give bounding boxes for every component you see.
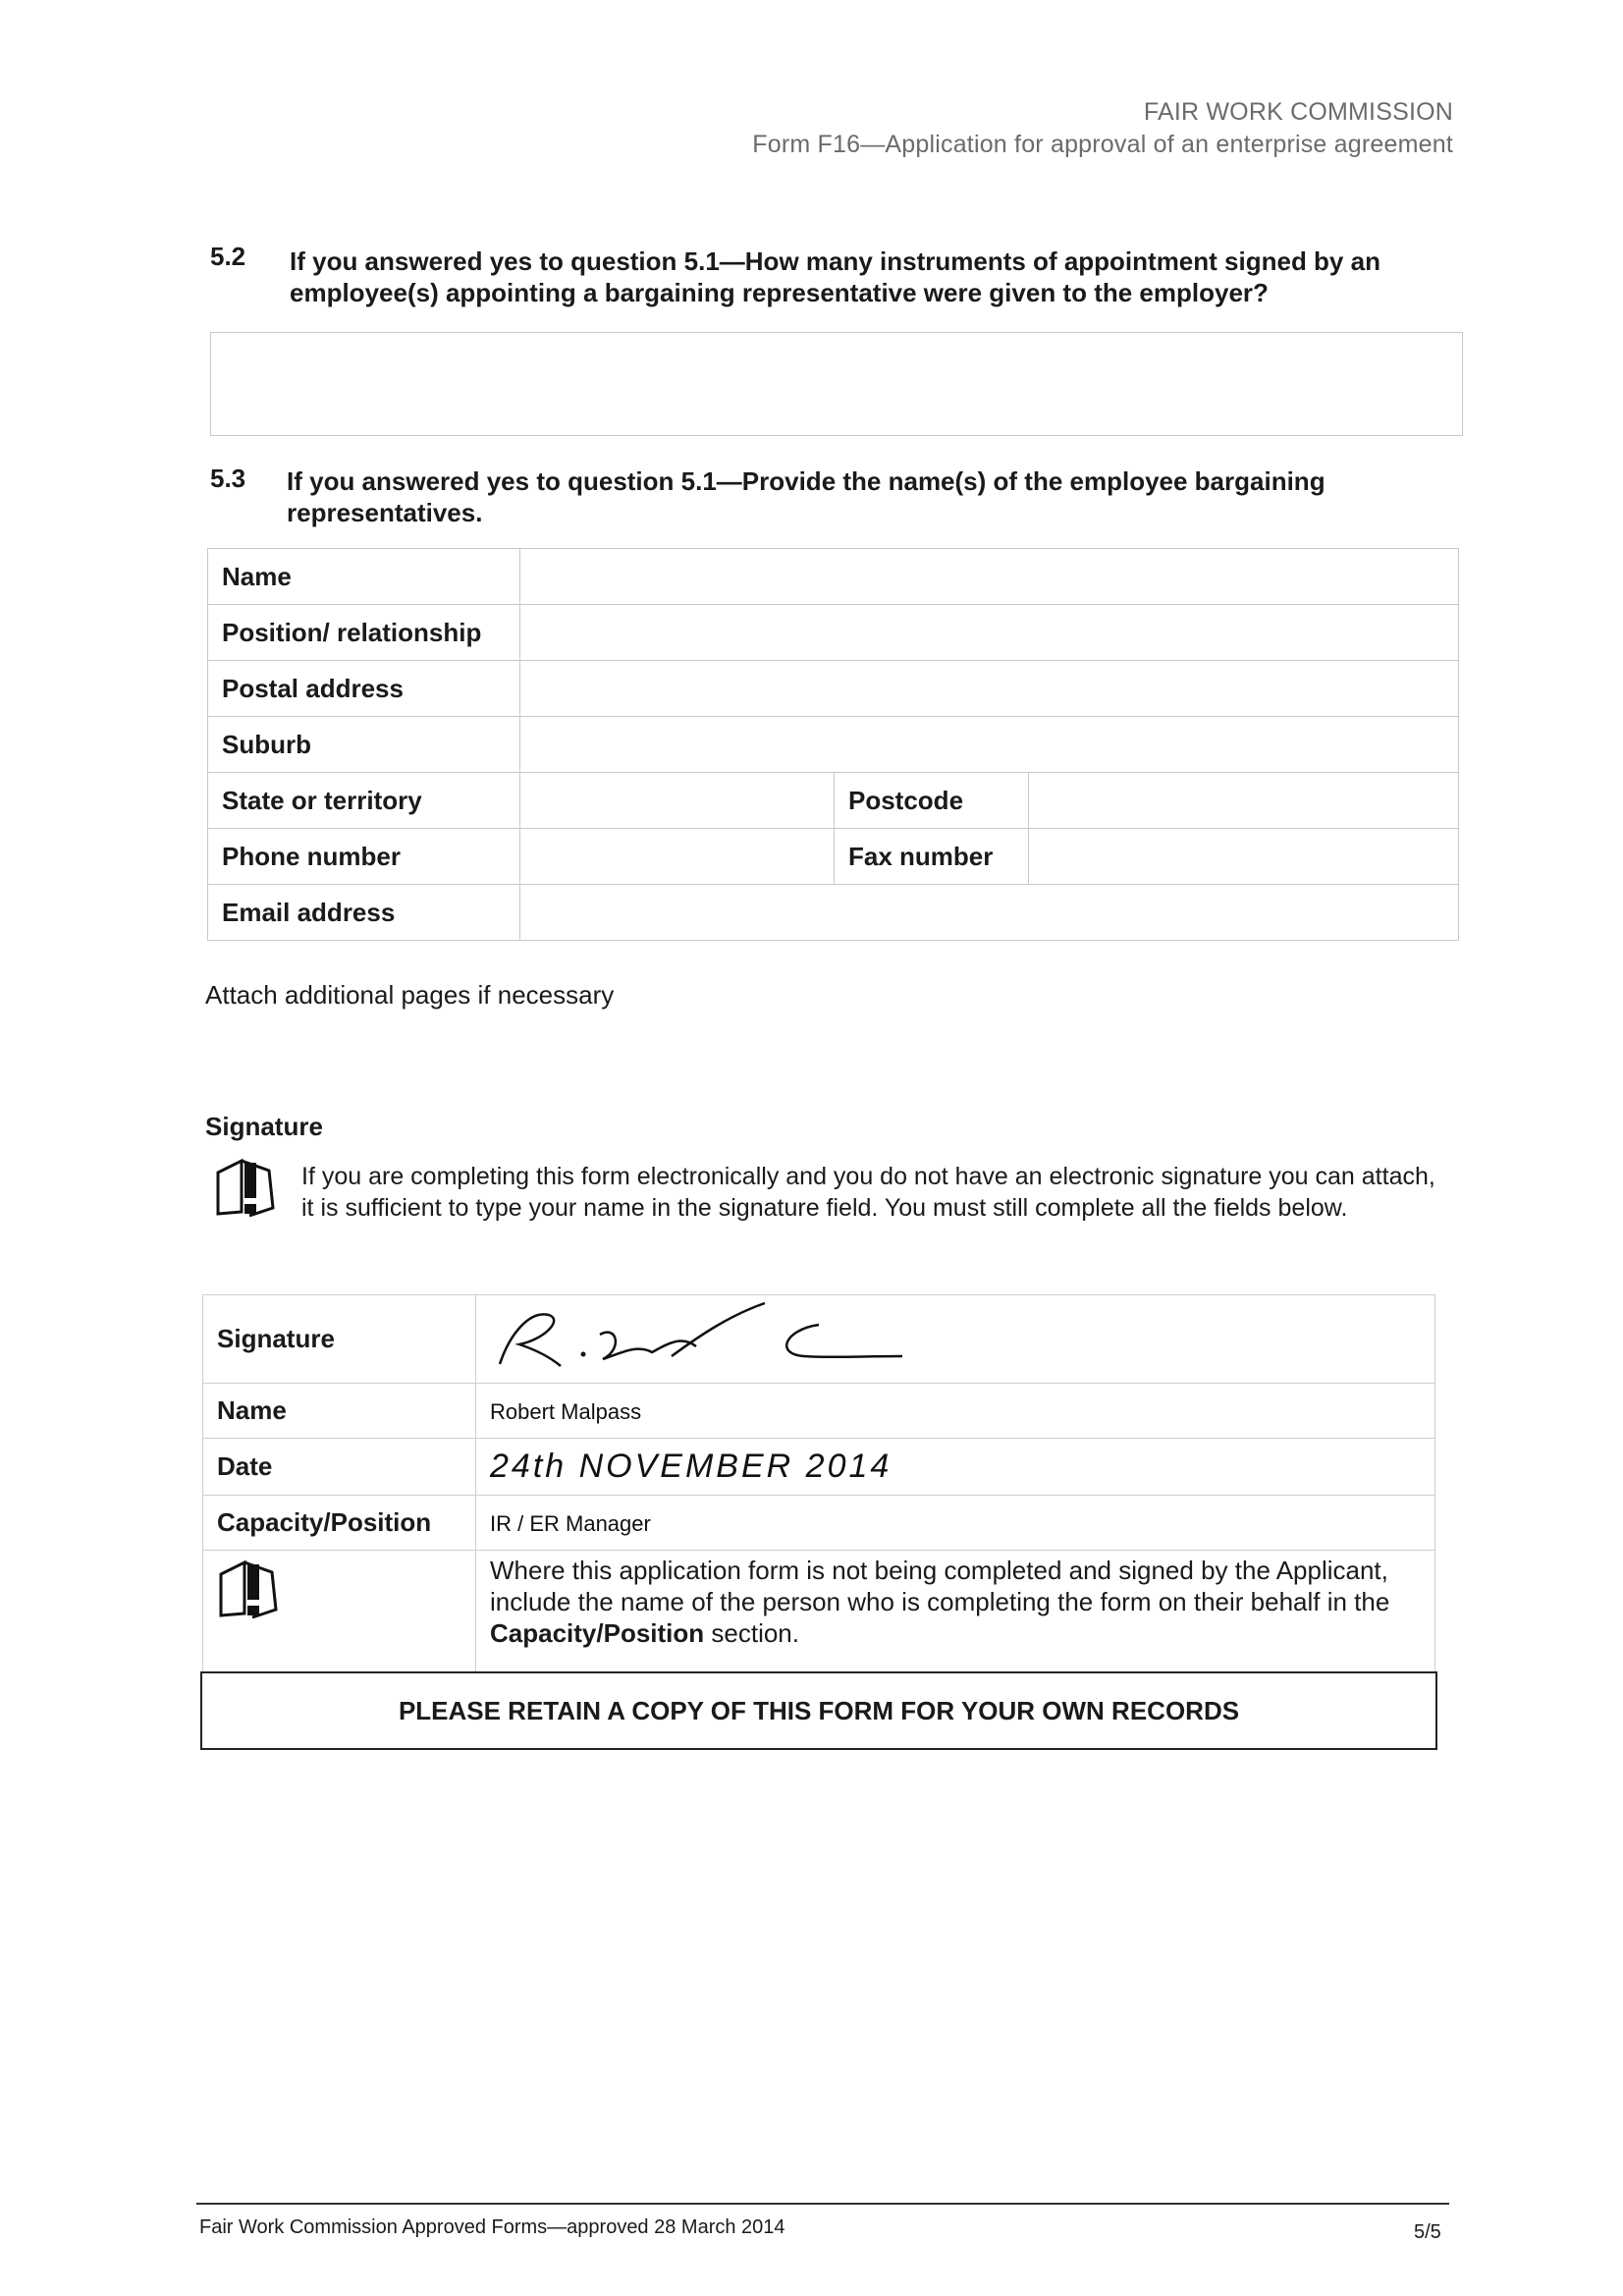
name-field[interactable] xyxy=(520,549,1459,605)
q52-answer-field[interactable] xyxy=(210,332,1463,436)
label-name: Name xyxy=(208,549,520,605)
warning-icon xyxy=(217,1557,282,1621)
warning-icon xyxy=(214,1155,279,1225)
postal-address-field[interactable] xyxy=(520,661,1459,717)
state-field[interactable] xyxy=(520,773,835,829)
label-postal-address: Postal address xyxy=(208,661,520,717)
label-postcode: Postcode xyxy=(835,773,1029,829)
label-state: State or territory xyxy=(208,773,520,829)
name-value-text: Robert Malpass xyxy=(490,1399,642,1424)
signature-table xyxy=(202,1294,1435,1672)
name-value[interactable] xyxy=(476,1384,1435,1439)
phone-field[interactable] xyxy=(520,829,835,885)
footer-divider xyxy=(196,2203,1449,2205)
bargaining-rep-table xyxy=(207,548,1459,941)
fax-field[interactable] xyxy=(1029,829,1459,885)
label-phone: Phone number xyxy=(208,829,520,885)
label-signature: Signature xyxy=(203,1295,476,1384)
email-field[interactable] xyxy=(520,885,1459,941)
label-fax: Fax number xyxy=(835,829,1029,885)
signature-notice: If you are completing this form electronically and you do not have an electronic signature you can attach, it is sufficient to type your name in the signature field. You must still complete all the fields below. xyxy=(301,1163,1435,1222)
attach-note: Attach additional pages if necessary xyxy=(205,980,615,1010)
label-suburb: Suburb xyxy=(208,717,520,773)
retain-notice: PLEASE RETAIN A COPY OF THIS FORM FOR YOUR OWN RECORDS xyxy=(200,1671,1437,1750)
applicant-note-part1: Where this application form is not being completed and signed by the Applicant, include the name of the person who is completing the form on their behalf in the xyxy=(490,1556,1390,1616)
suburb-field[interactable] xyxy=(520,717,1459,773)
applicant-note-part2: section. xyxy=(704,1618,799,1648)
applicant-note-bold: Capacity/Position xyxy=(490,1618,705,1648)
q53-number: 5.3 xyxy=(210,464,246,493)
signature-heading: Signature xyxy=(205,1112,323,1141)
header-form-title: Form F16—Application for approval of an enterprise agreement xyxy=(752,131,1453,158)
signature-field[interactable] xyxy=(476,1295,1435,1384)
header-org: FAIR WORK COMMISSION xyxy=(1143,98,1453,126)
label-capacity: Capacity/Position xyxy=(203,1496,476,1551)
label-name-sig: Name xyxy=(203,1384,476,1439)
postcode-field[interactable] xyxy=(1029,773,1459,829)
handwritten-signature xyxy=(490,1295,942,1376)
footer-approved: Fair Work Commission Approved Forms—approved 28 March 2014 xyxy=(199,2216,785,2238)
footer-page-number: 5/5 xyxy=(1414,2221,1441,2243)
capacity-value[interactable] xyxy=(476,1496,1435,1551)
applicant-warning-cell xyxy=(203,1551,476,1672)
applicant-note xyxy=(476,1551,1435,1672)
q52-number: 5.2 xyxy=(210,242,246,271)
label-date: Date xyxy=(203,1439,476,1496)
q53-text: If you answered yes to question 5.1—Provide the name(s) of the employee bargaining representatives. xyxy=(287,466,1325,527)
date-value[interactable] xyxy=(476,1439,1435,1496)
q52-text: If you answered yes to question 5.1—How many instruments of appointment signed by an employee(s) appointing a bargaining representative were given to the employer? xyxy=(290,246,1380,307)
label-position: Position/ relationship xyxy=(208,605,520,661)
date-value-text: 24th NOVEMBER 2014 xyxy=(490,1448,893,1485)
label-email: Email address xyxy=(208,885,520,941)
capacity-value-text: IR / ER Manager xyxy=(490,1511,651,1536)
position-field[interactable] xyxy=(520,605,1459,661)
